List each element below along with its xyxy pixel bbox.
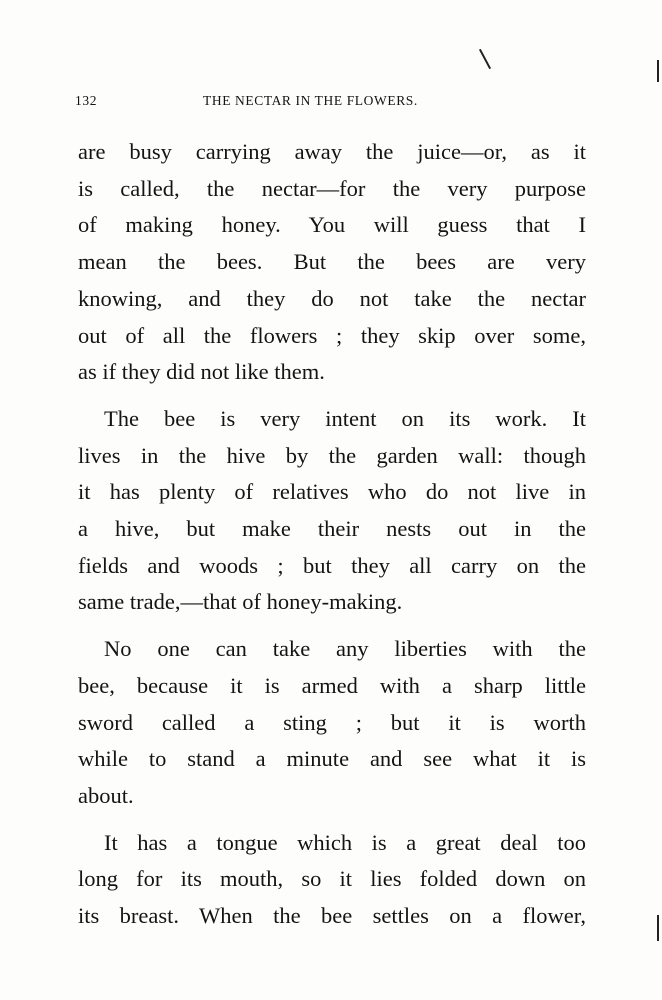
paragraph bbox=[78, 134, 586, 391]
text-line: No one can take any liberties with the bbox=[104, 636, 586, 662]
text-line: same trade,—that of honey-making. bbox=[78, 589, 403, 615]
page-number: 132 bbox=[75, 93, 98, 108]
text-line: are busy carrying away the juice—or, as it bbox=[78, 139, 586, 164]
text-line: knowing, and they do not take the nectar bbox=[78, 285, 586, 311]
text-line: about. bbox=[78, 782, 134, 808]
text-line: it has plenty of relatives who do not live in bbox=[78, 479, 586, 505]
scan-mark-bottom-edge bbox=[657, 915, 659, 941]
paragraph bbox=[78, 825, 586, 935]
paragraph bbox=[78, 401, 586, 621]
text-line: It has a tongue which is a great deal too bbox=[104, 829, 586, 855]
text-line: while to stand a minute and see what it is bbox=[78, 746, 586, 772]
text-line: sword called a sting ; but it is worth bbox=[78, 709, 586, 735]
text-line: is called, the nectar—for the very purpose bbox=[78, 175, 586, 201]
text-line: out of all the flowers ; they skip over some, bbox=[78, 322, 586, 348]
text-line: a hive, but make their nests out in the bbox=[78, 516, 586, 542]
text-line: mean the bees. But the bees are very bbox=[78, 249, 586, 275]
paragraph bbox=[78, 631, 586, 815]
text-line: fields and woods ; but they all carry on the bbox=[78, 552, 586, 578]
scan-mark-right-edge bbox=[657, 60, 659, 82]
scan-mark-top bbox=[479, 49, 491, 69]
running-title: THE NECTAR IN THE FLOWERS. bbox=[203, 93, 418, 108]
text-line: its breast. When the bee settles on a flower, bbox=[78, 903, 586, 929]
running-head bbox=[75, 93, 587, 113]
text-line: lives in the hive by the garden wall: though bbox=[78, 442, 586, 468]
text-line: long for its mouth, so it lies folded down on bbox=[78, 866, 586, 892]
text-line: bee, because it is armed with a sharp little bbox=[78, 672, 586, 698]
text-line: of making honey. You will guess that I bbox=[78, 212, 586, 238]
text-line: The bee is very intent on its work. It bbox=[104, 405, 586, 431]
text-line: as if they did not like them. bbox=[78, 359, 325, 385]
body-text bbox=[78, 134, 586, 945]
